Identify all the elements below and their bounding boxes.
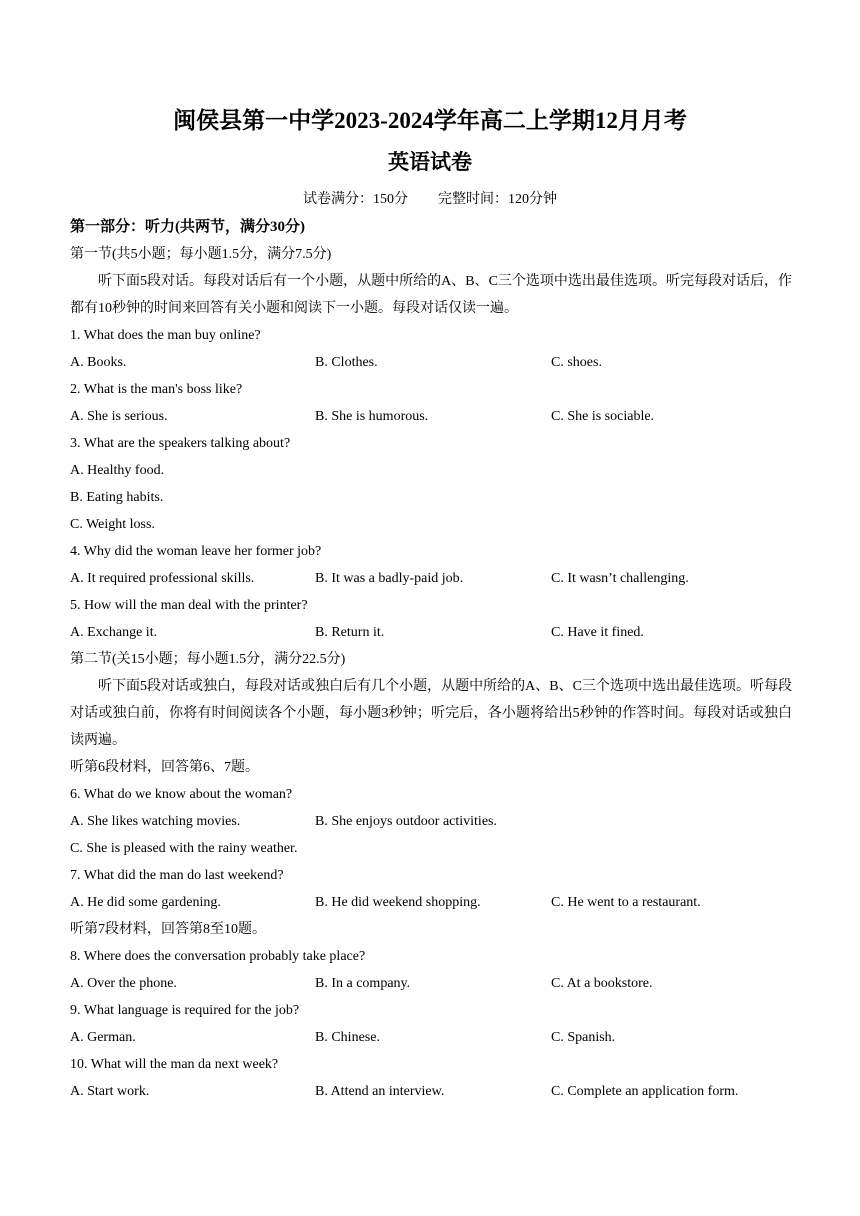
question-2: 2. What is the man's boss like? bbox=[70, 382, 243, 397]
option-b: B. Eating habits. bbox=[70, 490, 164, 505]
option-a: A. Start work. bbox=[70, 1084, 150, 1099]
question-1-options bbox=[70, 349, 792, 376]
option-c: C. It wasn’t challenging. bbox=[551, 571, 689, 586]
option-a: A. Over the phone. bbox=[70, 976, 177, 991]
question-10: 10. What will the man da next week? bbox=[70, 1057, 279, 1072]
question-5-options bbox=[70, 619, 792, 646]
option-b: B. It was a badly-paid job. bbox=[315, 571, 464, 586]
option-b: B. In a company. bbox=[315, 976, 411, 991]
question-6: 6. What do we know about the woman? bbox=[70, 787, 293, 802]
option-a: A. It required professional skills. bbox=[70, 571, 255, 586]
option-c: C. Spanish. bbox=[551, 1030, 616, 1045]
option-b: B. Attend an interview. bbox=[315, 1084, 445, 1099]
option-a: A. Healthy food. bbox=[70, 463, 165, 478]
option-c: C. Complete an application form. bbox=[551, 1084, 739, 1099]
option-b: B. Chinese. bbox=[315, 1030, 380, 1045]
section1-instructions: 听下面5段对话。每段对话后有一个小题，从题中所给的A、B、C三个选项中选出最佳选项。听完每段对话后，作都有10秒钟的时间来回答有关小题和阅读下一小题。每段对话仅读一遍。 bbox=[70, 274, 792, 316]
material-6-note: 听第6段材料，回答第6、7题。 bbox=[70, 760, 259, 775]
question-7-options bbox=[70, 889, 792, 916]
question-7: 7. What did the man do last weekend? bbox=[70, 868, 284, 883]
part1-heading: 第一部分：听力(共两节，满分30分) bbox=[70, 219, 305, 235]
option-a: A. Books. bbox=[70, 355, 127, 370]
question-2-options bbox=[70, 403, 792, 430]
exam-title: 闽侯县第一中学2023-2024学年高二上学期12月月考 bbox=[173, 108, 687, 133]
option-b: B. Clothes. bbox=[315, 355, 378, 370]
option-b: B. He did weekend shopping. bbox=[315, 895, 481, 910]
question-8-options bbox=[70, 970, 792, 997]
question-4: 4. Why did the woman leave her former job? bbox=[70, 544, 322, 559]
option-a: A. German. bbox=[70, 1030, 136, 1045]
question-10-options bbox=[70, 1078, 792, 1105]
option-c: C. She is sociable. bbox=[551, 409, 655, 424]
question-5: 5. How will the man deal with the printer? bbox=[70, 598, 308, 613]
option-c: C. shoes. bbox=[551, 355, 602, 370]
section1-title: 第一节(共5小题；每小题1.5分，满分7.5分) bbox=[70, 247, 332, 262]
exam-duration: 完整时间：120分钟 bbox=[438, 192, 557, 207]
option-b: B. She is humorous. bbox=[315, 409, 429, 424]
section2-title: 第二节(关15小题；每小题1.5分，满分22.5分) bbox=[70, 652, 346, 667]
question-9: 9. What language is required for the job? bbox=[70, 1003, 300, 1018]
question-4-options bbox=[70, 565, 792, 592]
option-c: C. She is pleased with the rainy weather. bbox=[70, 841, 298, 856]
option-b: B. Return it. bbox=[315, 625, 385, 640]
section2-instructions: 听下面5段对话或独白，每段对话或独白后有几个小题，从题中所给的A、B、C三个选项中选出最佳选项。听每段对话或独白前，你将有时间阅读各个小题，每小题3秒钟；听完后，各小题将给出5秒钟的作答时间。每段对话或独白读两遍。 bbox=[70, 679, 792, 748]
option-c: C. At a bookstore. bbox=[551, 976, 653, 991]
question-3: 3. What are the speakers talking about? bbox=[70, 436, 291, 451]
exam-subtitle: 英语试卷 bbox=[388, 150, 472, 174]
option-a: A. She likes watching movies. bbox=[70, 814, 241, 829]
question-9-options bbox=[70, 1024, 792, 1051]
question-8: 8. Where does the conversation probably take place? bbox=[70, 949, 366, 964]
total-score: 试卷满分：150分 bbox=[303, 192, 408, 207]
option-a: A. He did some gardening. bbox=[70, 895, 221, 910]
option-c: C. Have it fined. bbox=[551, 625, 644, 640]
question-1: 1. What does the man buy online? bbox=[70, 328, 261, 343]
option-a: A. Exchange it. bbox=[70, 625, 158, 640]
option-b: B. She enjoys outdoor activities. bbox=[315, 814, 497, 829]
option-c: C. He went to a restaurant. bbox=[551, 895, 701, 910]
option-c: C. Weight loss. bbox=[70, 517, 155, 532]
exam-info bbox=[0, 188, 860, 208]
material-7-note: 听第7段材料，回答第8至10题。 bbox=[70, 922, 266, 937]
option-a: A. She is serious. bbox=[70, 409, 168, 424]
question-6-options bbox=[70, 808, 792, 835]
exam-content bbox=[70, 214, 792, 1105]
